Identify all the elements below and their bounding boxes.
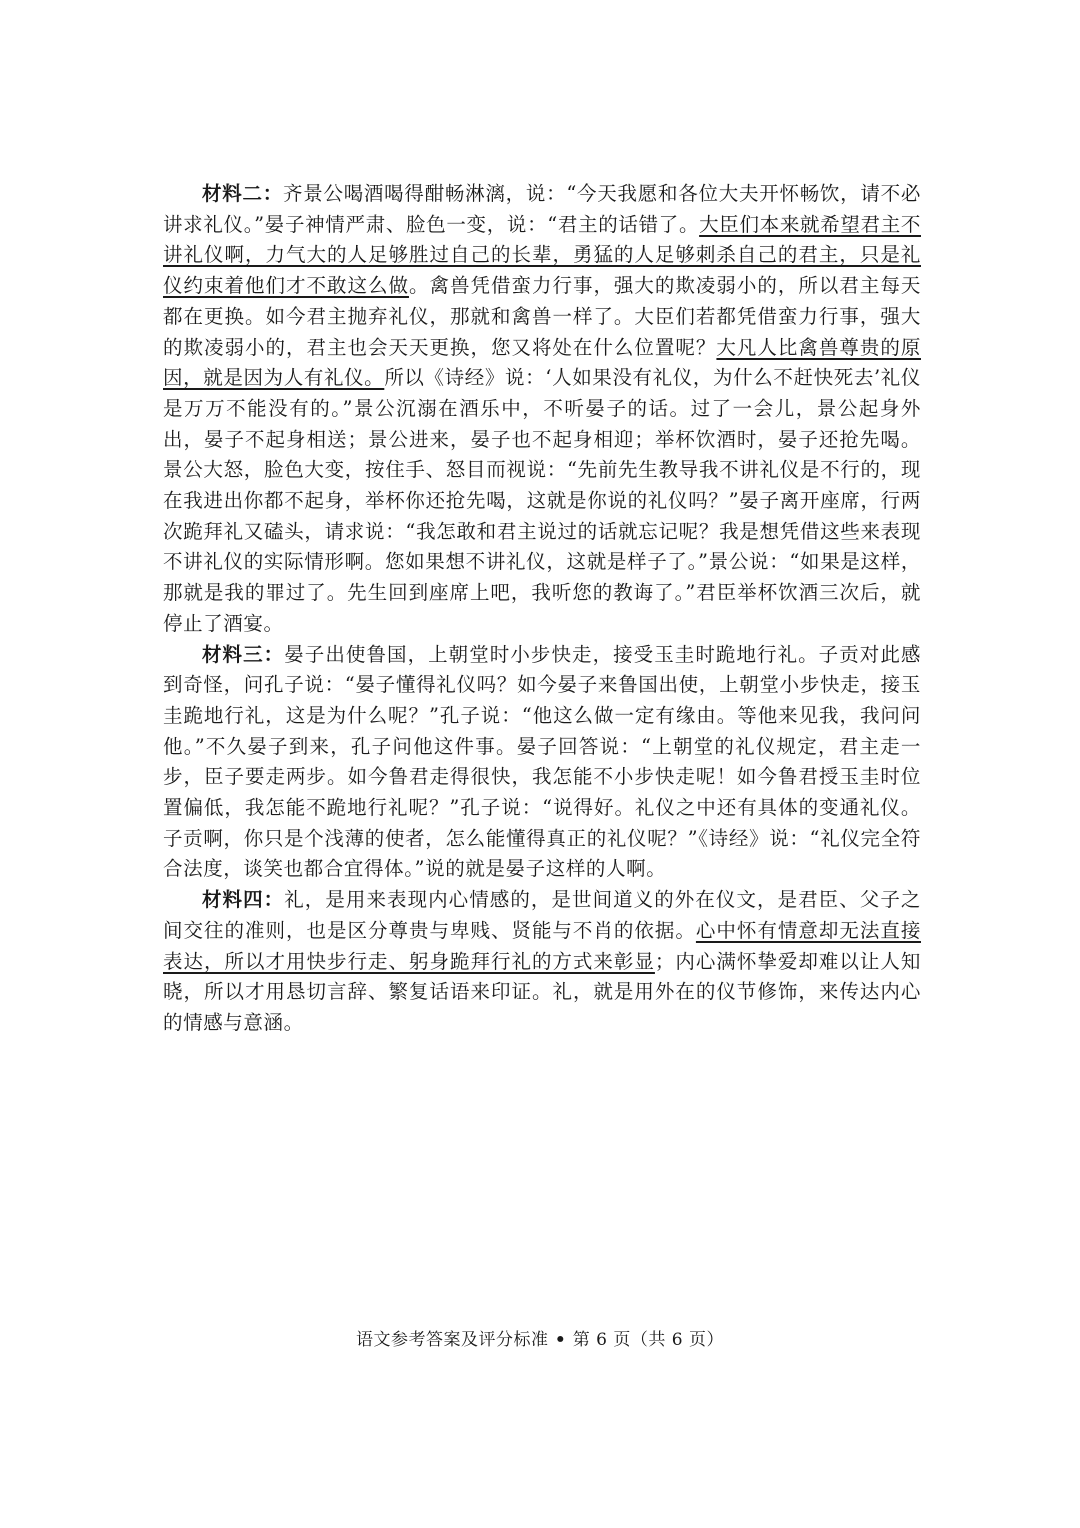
material-two-text-1: 齐景公喝酒喝得酣畅淋漓，说：“今天我愿和各位大夫开怀畅饮，请不必讲求礼仪。”晏子神情严肃、脸色一变，说：“君主的话错了。 bbox=[163, 182, 921, 236]
material-four-paragraph bbox=[163, 885, 921, 1039]
footer-separator: • bbox=[548, 1330, 573, 1350]
material-two-underlined-2: 大凡人比禽兽尊贵的原因，就是因为人有礼仪。 bbox=[163, 335, 921, 390]
document-body bbox=[163, 179, 921, 1039]
material-four-text-1: 礼，是用来表现内心情感的，是世间道义的外在仪文，是君臣、父子之间交往的准则，也是区分尊贵与卑贱、贤能与不肖的依据。 bbox=[163, 888, 921, 942]
material-three-text: 晏子出使鲁国，上朝堂时小步快走，接受玉圭时跪地行礼。子贡对此感到奇怪，问孔子说：“晏子懂得礼仪吗？如今晏子来鲁国出使，上朝堂小步快走，接玉圭跪地行礼，这是为什么呢？”孔子说：“他这么做一定有缘由。等他来见我，我问问他。”不久晏子到来，孔子问他这件事。晏子回答说：“上朝堂的礼仪规定，君主走一步，臣子要走两步。如今鲁君走得很快，我怎能不小步快走呢！如今鲁君授玉圭时位置偏低，我怎能不跪地行礼呢？”孔子说：“说得好。礼仪之中还有具体的变通礼仪。子贡啊，你只是个浅薄的使者，怎么能懂得真正的礼仪呢？”《诗经》说：“礼仪完全符合法度，谈笑也都合宜得体。”说的就是晏子这样的人啊。 bbox=[163, 642, 921, 881]
material-four-text-2: ；内心满怀挚爱却难以让人知晓，所以才用恳切言辞、繁复话语来印证。礼，就是用外在的仪节修饰，来传达内心的情感与意涵。 bbox=[163, 949, 921, 1034]
material-four-label: 材料四： bbox=[202, 888, 285, 912]
material-two-text-3: 所以《诗经》说：‘人如果没有礼仪，为什么不赶快死去’礼仪是万万不能没有的。”景公沉溺在酒乐中，不听晏子的话。过了一会儿，景公起身外出，晏子不起身相送；景公进来，晏子也不起身相迎；举杯饮酒时，晏子还抢先喝。景公大怒，脸色大变，按住手、怒目而视说：“先前先生教导我不讲礼仪是不行的，现在我进出你都不起身，举杯你还抢先喝，这就是你说的礼仪吗？”晏子离开座席，行两次跪拜礼又磕头，请求说：“我怎敢和君主说过的话就忘记呢？我是想凭借这些来表现不讲礼仪的实际情形啊。您如果想不讲礼仪，这就是样子了。”景公说：“如果是这样，那就是我的罪过了。先生回到座席上吧，我听您的教诲了。”君臣举杯饮酒三次后，就停止了酒宴。 bbox=[163, 366, 921, 635]
footer-page-number: 第 6 页（共 6 页） bbox=[572, 1330, 724, 1350]
footer-title: 语文参考答案及评分标准 bbox=[356, 1330, 549, 1350]
material-two-underlined-1: 大臣们本来就希望君主不讲礼仪啊，力气大的人足够胜过自己的长辈，勇猛的人足够刺杀自己的君主，只是礼仪约束着他们才不敢这么做 bbox=[163, 212, 921, 298]
page-footer bbox=[0, 1325, 1080, 1350]
material-three-label: 材料三： bbox=[202, 642, 285, 666]
material-two-text-2: 。禽兽凭借蛮力行事，强大的欺凌弱小的，所以君主每天都在更换。如今君主抛弃礼仪，那就和禽兽一样了。大臣们若都凭借蛮力行事，强大的欺凌弱小的，君主也会天天更换，您又将处在什么位置呢？ bbox=[163, 274, 921, 359]
material-two-paragraph bbox=[163, 179, 921, 640]
material-three-paragraph bbox=[163, 640, 921, 886]
material-two-label: 材料二： bbox=[202, 182, 283, 205]
material-four-underlined: 心中怀有情意却无法直接表达，所以才用快步行走、躬身跪拜行礼的方式来彰显 bbox=[163, 918, 921, 973]
